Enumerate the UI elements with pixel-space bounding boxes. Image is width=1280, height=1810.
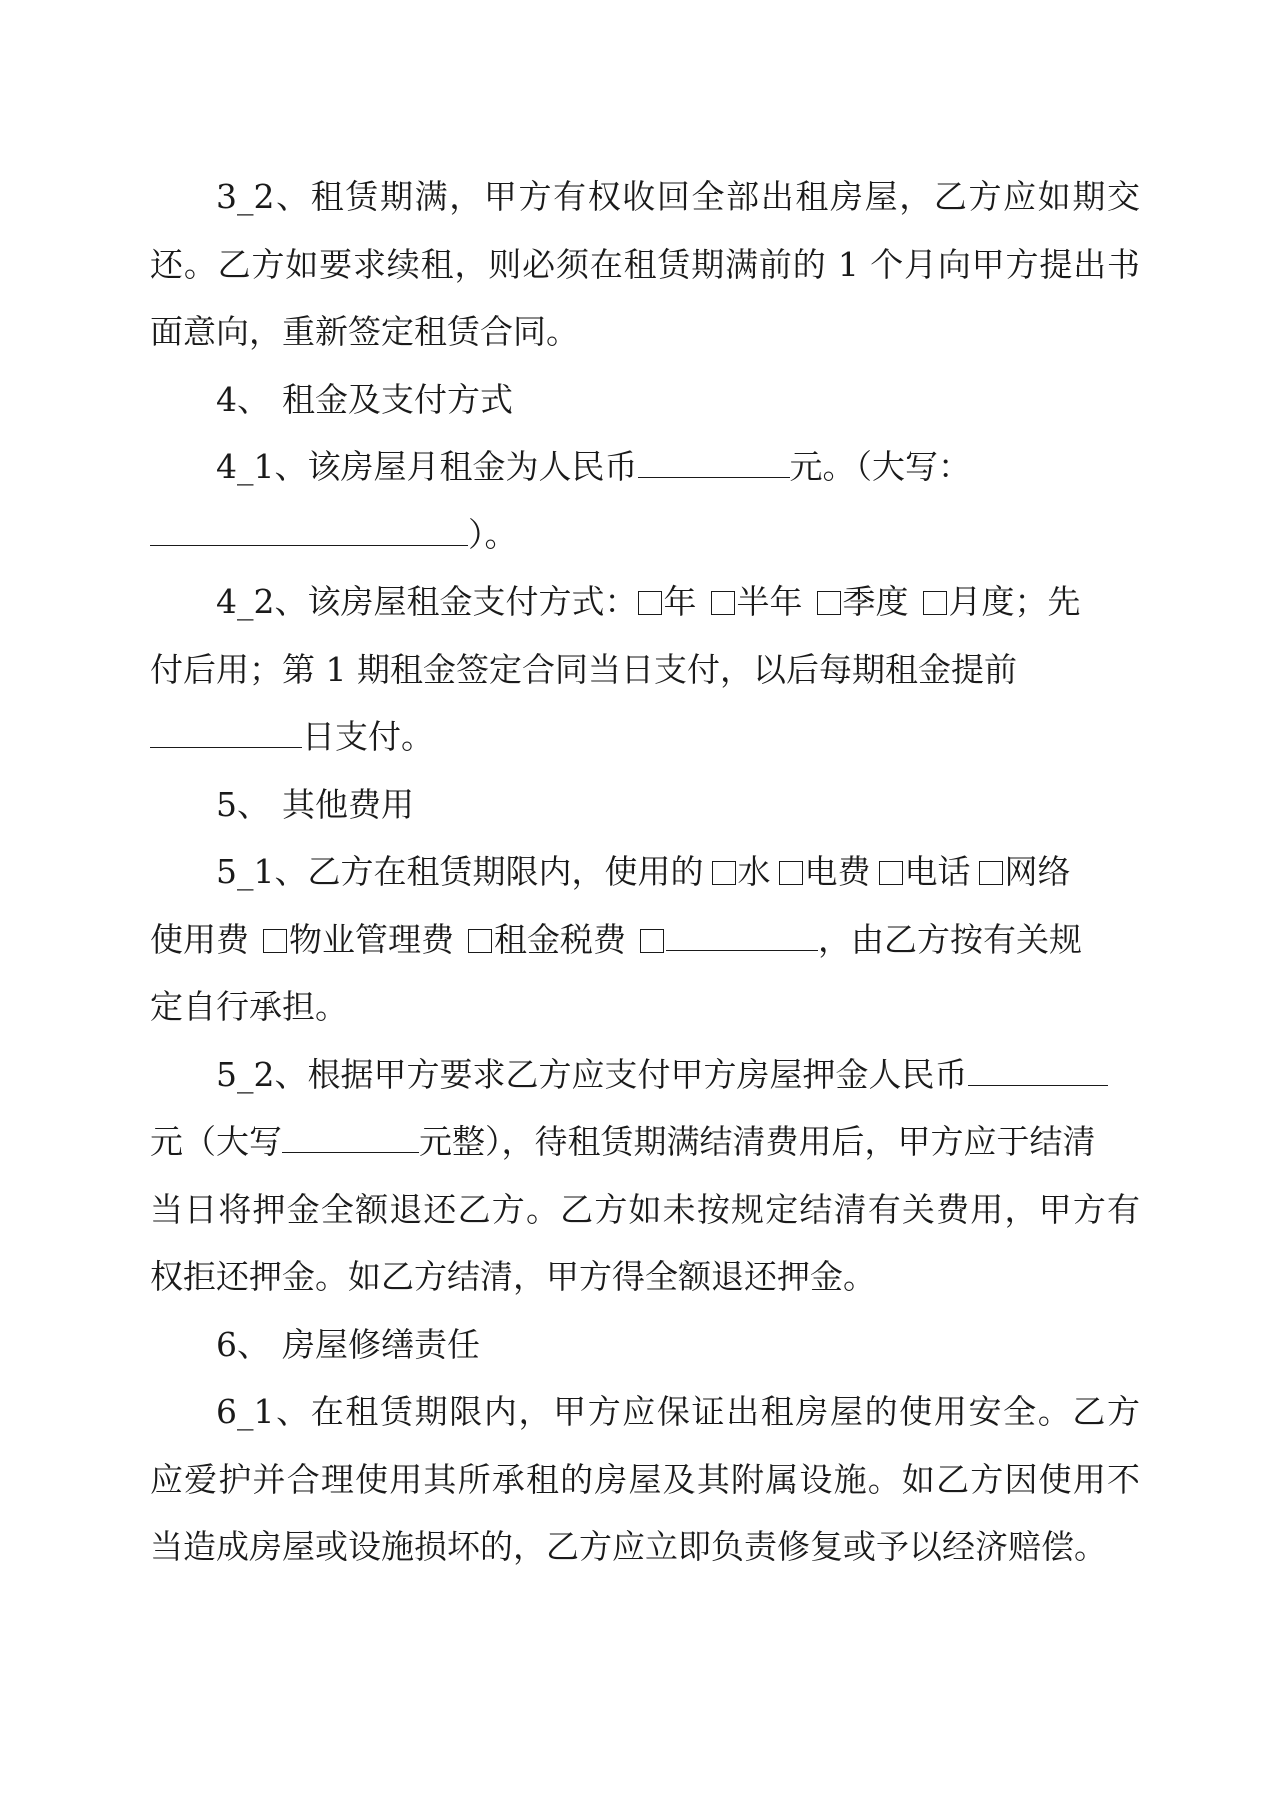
checkbox-electricity[interactable]: [779, 861, 803, 885]
clause-5-1-line-3: 定自行承担。: [150, 987, 348, 1026]
section-4-number: 4、: [216, 379, 270, 419]
clause-3-2-line-2: 还。乙方如要求续租，则必须在租赁期满前的 1 个月向甲方提出书: [150, 244, 1140, 284]
clause-5-2-line-4: 权拒还押金。如乙方结清，甲方得全额退还押金。: [150, 1257, 876, 1296]
clause-5-1-line-2-end: ，由乙方按有关规: [818, 919, 1082, 959]
clause-4-2: [150, 568, 1140, 771]
clause-5-2-line-1: [150, 1041, 1140, 1109]
checkbox-property-fee[interactable]: [263, 929, 287, 953]
rent-amount-blank[interactable]: [638, 447, 790, 478]
clause-4-2-line-2: 付后用；第 1 期租金签定合同当日支付，以后每期租金提前: [150, 649, 1017, 689]
payment-days-blank[interactable]: [150, 717, 302, 748]
clause-4-2-suffix: 日支付。: [302, 717, 434, 756]
option-phone: 电话: [904, 852, 971, 891]
section-6-number: 6、: [216, 1324, 270, 1364]
clause-5-2-line-2-b: 元整），待租赁期满结清费用后，甲方应于结清: [419, 1122, 1096, 1161]
clause-6-1: [150, 1378, 1140, 1581]
clause-5-2-line-3: 当日将押金全额退还乙方。乙方如未按规定结清有关费用，甲方有: [150, 1189, 1140, 1229]
deposit-words-blank[interactable]: [282, 1122, 419, 1153]
clause-5-1-line-2: [150, 906, 1140, 974]
clause-4-2-line-1: [150, 568, 1140, 636]
clause-4-1-suffix: ）。: [468, 514, 518, 554]
option-network: 网络: [1004, 852, 1071, 891]
checkbox-water[interactable]: [712, 861, 736, 885]
deposit-amount-blank[interactable]: [968, 1055, 1108, 1086]
section-5-heading: [150, 771, 1140, 839]
clause-3-2-line-3: 面意向，重新签定租赁合同。: [150, 312, 579, 351]
clause-4-2-line-3: [150, 703, 1140, 771]
clause-5-1: [150, 838, 1140, 1041]
clause-4-1-prefix: 4_1、该房屋月租金为人民币: [216, 447, 638, 486]
document-body: [150, 163, 1140, 1581]
section-4-heading: [150, 366, 1140, 434]
section-5-title: 其他费用: [282, 784, 414, 824]
clause-5-2-line-2: [150, 1108, 1140, 1176]
clause-4-1-line-2: [150, 501, 1140, 569]
clause-4-2-prefix: 4_2、该房屋租金支付方式：: [216, 582, 638, 621]
checkbox-other[interactable]: [640, 929, 664, 953]
clause-5-1-line-1: [150, 838, 1140, 906]
clause-5-1-prefix: 5_1、乙方在租赁期限内，使用的: [216, 852, 704, 891]
option-half-year: 半年: [736, 582, 803, 621]
clause-5-1-line-2-start: 使用费: [150, 919, 249, 959]
checkbox-rent-tax[interactable]: [468, 929, 492, 953]
clause-6-1-line-1: 6_1、在租赁期限内，甲方应保证出租房屋的使用安全。乙方: [216, 1392, 1140, 1431]
clause-5-2-line-2-a: 元（大写: [150, 1122, 282, 1161]
clause-4-1: [150, 433, 1140, 568]
section-6-heading: [150, 1311, 1140, 1379]
clause-4-1-mid: 元。（大写：: [789, 447, 971, 486]
section-6-title: 房屋修缮责任: [282, 1324, 480, 1364]
checkbox-phone[interactable]: [879, 861, 903, 885]
rent-amount-words-blank[interactable]: [150, 515, 468, 546]
clause-6-1-line-3: 当造成房屋或设施损坏的，乙方应立即负责修复或予以经济赔偿。: [150, 1527, 1107, 1566]
clause-5-2-line-1-text: 5_2、根据甲方要求乙方应支付甲方房屋押金人民币: [216, 1054, 968, 1094]
checkbox-quarter[interactable]: [817, 591, 841, 615]
option-quarter: 季度: [842, 582, 909, 621]
section-5-number: 5、: [216, 784, 270, 824]
option-month: 月度；先: [948, 582, 1081, 621]
option-property-fee: 物业管理费: [289, 919, 454, 959]
section-4-title: 租金及支付方式: [282, 379, 513, 419]
checkbox-network[interactable]: [979, 861, 1003, 885]
option-electricity: 电费: [804, 852, 871, 891]
clause-6-1-line-2: 应爱护并合理使用其所承租的房屋及其附属设施。如乙方因使用不: [150, 1459, 1140, 1499]
clause-3-2-line-1: 3_2、租赁期满，甲方有权收回全部出租房屋，乙方应如期交: [216, 177, 1140, 216]
checkbox-half-year[interactable]: [711, 591, 735, 615]
clause-3-2: [150, 163, 1140, 366]
checkbox-year[interactable]: [638, 591, 662, 615]
clause-4-1-line-1: [150, 433, 1140, 501]
clause-5-2: [150, 1041, 1140, 1311]
option-year: 年: [663, 582, 697, 621]
option-water: 水: [737, 852, 771, 891]
option-rent-tax: 租金税费: [494, 919, 626, 959]
checkbox-month[interactable]: [923, 591, 947, 615]
other-fee-blank[interactable]: [666, 920, 818, 951]
